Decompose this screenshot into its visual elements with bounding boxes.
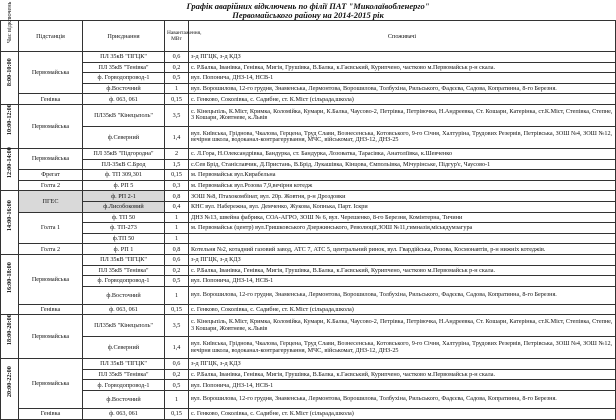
- time-slot: 20:00-22:00: [1, 359, 19, 419]
- consumers-cell: КНС вул. Набережна, вул. Демченко, Жукова, Копнька, Парт. Іскри: [189, 201, 616, 212]
- load-cell: 0,6: [165, 254, 189, 265]
- load-cell: 0,8: [165, 244, 189, 255]
- consumers-cell: с. Р.Балка, Іванівка, Генівка, Мигія, Грушівка, В.Балка, к.Гаєвський, Курипчено, частково м.Первомайськ р-н скала.: [189, 265, 616, 276]
- load-cell: 0,4: [165, 201, 189, 212]
- table-row: [1, 201, 616, 212]
- connection-cell: ПЛ 35кВ "ПГЦК": [83, 254, 165, 265]
- substation-cell: Первомайська: [19, 104, 83, 148]
- load-cell: 0,15: [165, 94, 189, 105]
- table-row: [1, 233, 616, 244]
- load-cell: 0,5: [165, 73, 189, 84]
- connection-cell: ф. Горводопровод-1: [83, 73, 165, 84]
- table-row: [1, 286, 616, 304]
- load-cell: 1,5: [165, 159, 189, 170]
- connection-cell: ф. Горводопровод-1: [83, 276, 165, 287]
- connection-cell: ф.Северний: [83, 337, 165, 359]
- table-row: [1, 391, 616, 409]
- load-cell: 0,8: [165, 191, 189, 202]
- time-slot: 12:00-14:00: [1, 148, 19, 190]
- connection-cell: ф. ТП 50: [83, 212, 165, 223]
- table-row: [1, 254, 616, 265]
- load-cell: 1: [165, 391, 189, 409]
- consumers-cell: с. Генково, Соколівка, с. Садибне, ст. К.Міст (сільрада,школа): [189, 409, 616, 420]
- load-cell: 3,5: [165, 315, 189, 337]
- connection-cell: ф.Восточний: [83, 286, 165, 304]
- consumers-cell: з-д ПГЦК, з-д КДЗ: [189, 359, 616, 370]
- column-header-consumers: Споживачі: [189, 21, 616, 52]
- load-cell: 1: [165, 233, 189, 244]
- consumers-cell: с. Кінецьпіль, К.Міст, Кримка, Коломійка, Кумари, К.Балка, Чаусово-2, Петрівка, Петрівочка, Н.Андреевка, Ст. Кошари, Катерінка, ст.К.Міст, Степівка, Степне, 3 Кошари, Жовтневе, к.Львів: [189, 104, 616, 126]
- table-header-row: [1, 21, 616, 52]
- table-row: [1, 148, 616, 159]
- consumers-cell: ЗОШ №8, Птахокомбінат, вул. 20р. Жовтня, р-н Дроздовки: [189, 191, 616, 202]
- substation-cell: Голта 1: [19, 212, 83, 244]
- table-row: [1, 244, 616, 255]
- document-subtitle: Первомайського району на 2014-2015 рік: [232, 10, 384, 20]
- consumers-cell: с. Генково, Соколівка, с. Садибне, ст. К.Міст (сільрада,школа): [189, 304, 616, 315]
- load-cell: 1: [165, 286, 189, 304]
- table-row: [1, 380, 616, 391]
- consumers-cell: с. Л.Гора, Н.Олександрівка, Бандурка, ст. Бандурка, Лозоватка, Тарасівка, Анатоліївка, к.Шевченко: [189, 148, 616, 159]
- load-cell: 0,2: [165, 62, 189, 73]
- connection-cell: ф.Северний: [83, 126, 165, 148]
- table-row: [1, 170, 616, 181]
- table-row: [1, 83, 616, 94]
- connection-cell: ф. Горводопровод-1: [83, 380, 165, 391]
- load-cell: 0,3: [165, 180, 189, 191]
- connection-cell: ф. 063, 061: [83, 304, 165, 315]
- substation-cell: Генівка: [19, 409, 83, 420]
- consumers-cell: вул. Київська, Гріднова, Чкалова, Герцена, Труд Слави, Вознесенська, Котовського, 9-го Січня, Халтуріна, Трудових Резервів, Петрівська, ЗОШ №4, ЗОШ №12, вечірня школа, водоканал-контрагерування, МЧС, військомат, ДНЗ-12, ДНЗ-25: [189, 337, 616, 359]
- table-row: [1, 94, 616, 105]
- document-title: Графік аварійних відключень по філії ПАТ "Миколаївобленерго": [186, 1, 430, 11]
- table-row: [1, 337, 616, 359]
- consumers-cell: вул. Попонича, ДНЗ-14, НСВ-1: [189, 73, 616, 84]
- connection-cell: ПЛ 35кВ "ПГЦК": [83, 52, 165, 63]
- table-row: [1, 276, 616, 287]
- load-cell: 0,15: [165, 170, 189, 181]
- column-header-substation: Підстанція: [19, 21, 83, 52]
- table-row: [1, 409, 616, 420]
- consumers-cell: з-д ПГЦК, з-д КДЗ: [189, 254, 616, 265]
- table-row: [1, 104, 616, 126]
- time-slot: 14:00-16:00: [1, 191, 19, 255]
- table-row: [1, 265, 616, 276]
- table-row: [1, 212, 616, 223]
- consumers-cell: вул. Ворошилова, 12-го грудня, Знаменська, Лермонтова, Ворошилова, Толбухіна, Рильського, Фадєєва, Садова, Копратинна, 8-го Березня.: [189, 391, 616, 409]
- substation-cell: Голта 2: [19, 244, 83, 255]
- table-row: [1, 304, 616, 315]
- connection-cell: ПЛ35кВ "Кінецьполь": [83, 315, 165, 337]
- consumers-cell: вул. Київська, Гріднова, Чкалова, Герцена, Труд Слави, Вознесенська, Котовського, 9-го Січня, Халтуріна, Трудових Резервів, Петрівська, ЗОШ №4, ЗОШ №12, вечірня школа, водоканал-контрагерування, МЧС, військомат, ДНЗ-12, ДНЗ-25: [189, 126, 616, 148]
- connection-cell: ф. ТП-273: [83, 223, 165, 234]
- load-cell: 0,6: [165, 359, 189, 370]
- connection-cell: ПЛ 35кВ "Тенівка": [83, 369, 165, 380]
- consumers-cell: вул. Попонича, ДНЗ-14, НСВ-1: [189, 276, 616, 287]
- table-row: [1, 359, 616, 370]
- load-cell: 0,2: [165, 265, 189, 276]
- connection-cell: ф.Лисобоковий: [83, 201, 165, 212]
- column-header-time: Час відключень: [1, 21, 19, 52]
- consumers-cell: м. Первомайськ (центр) вул.Гришковського Дзержинського, Революції,ЗОШ №11,гимназія,міськдумзагура: [189, 223, 616, 234]
- consumers-cell: с.Сев Брід, Станіславчик, Д.Пристань, В.Брід, Лукашівка, Кінцова, Ємпольівка, Мічурінське, Підгур'є, Чаусово-1: [189, 159, 616, 170]
- connection-cell: ПЛ 35кВ "Тенівка": [83, 265, 165, 276]
- substation-cell: Первомайська: [19, 315, 83, 359]
- consumers-cell: Котельня №2, котадний газовий завод, АТС 7, АТС 5, центральний ринок, вул. Гвардійська, Розова, Космонавтів, р-н нижніх котеджів.: [189, 244, 616, 255]
- substation-cell: Генівка: [19, 304, 83, 315]
- connection-cell: ф. ТП 309,301: [83, 170, 165, 181]
- load-cell: 1,4: [165, 126, 189, 148]
- table-row: [1, 126, 616, 148]
- time-slot: 10:00-12:00: [1, 104, 19, 148]
- connection-cell: ПЛ35кВ "Кінецьполь": [83, 104, 165, 126]
- consumers-cell: с. Р.Балка, Іванівка, Генівка, Мигія, Грушівка, В.Балка, к.Гаєвський, Курипчено, частково м.Первомайськ р-н скала.: [189, 369, 616, 380]
- consumers-cell: ДНЗ №13, швейна фабрика, СОА-АГРО, ЗОШ № 6, вул. Черешенко, 8-го Березня, Комінтерна, Тичини: [189, 212, 616, 223]
- load-cell: 0,15: [165, 409, 189, 420]
- load-cell: 0,15: [165, 304, 189, 315]
- load-cell: 3,5: [165, 104, 189, 126]
- table-row: [1, 52, 616, 63]
- consumers-cell: с. Р.Балка, Іванівка, Генівка, Мигія, Грушівка, В.Балка, к.Гаєвський, Курипчено, частково м.Первомайськ р-н скала.: [189, 62, 616, 73]
- consumers-cell: [189, 233, 616, 244]
- table-row: [1, 315, 616, 337]
- connection-cell: ф.ТП 50: [83, 233, 165, 244]
- column-header-load: Навантаження, МВт: [165, 21, 189, 52]
- time-slot: 8:00-10:00: [1, 52, 19, 105]
- substation-cell: Первомайська: [19, 148, 83, 169]
- load-cell: 0,6: [165, 52, 189, 63]
- table-row: [1, 62, 616, 73]
- substation-cell: ПГЕС: [19, 191, 83, 212]
- table-row: [1, 191, 616, 202]
- load-cell: 1: [165, 212, 189, 223]
- substation-cell: Фрегат: [19, 170, 83, 181]
- substation-cell: Голта 2: [19, 180, 83, 191]
- connection-cell: ф. РП 1: [83, 244, 165, 255]
- consumers-cell: вул. Ворошилова, 12-го грудня, Знаменська, Лермонтова, Ворошилова, Толбухіна, Рильського, Фадєєва, Садова, Копратинна, 8-го Березня.: [189, 286, 616, 304]
- time-slot: 18:00-20:00: [1, 315, 19, 359]
- consumers-cell: с. Генково, Соколівка, с. Садибне, ст. К.Міст (сільрада,школа): [189, 94, 616, 105]
- load-cell: 0,2: [165, 369, 189, 380]
- consumers-cell: з-д ПГЦК, з-д КДЗ: [189, 52, 616, 63]
- time-slot: 16:00-18:00: [1, 254, 19, 314]
- load-cell: 0,5: [165, 380, 189, 391]
- substation-cell: Генівка: [19, 94, 83, 105]
- load-cell: 1,4: [165, 337, 189, 359]
- connection-cell: ПЛ 35кВ "ПГЦК": [83, 359, 165, 370]
- load-cell: 2: [165, 148, 189, 159]
- connection-cell: ф.Восточний: [83, 83, 165, 94]
- load-cell: 1: [165, 223, 189, 234]
- substation-cell: Первомайська: [19, 254, 83, 304]
- consumers-cell: с. Кінецьпіль, К.Міст, Кримка, Коломійка, Кумари, К.Балка, Чаусово-2, Петрівка, Петрівочка, Н.Андреевка, Ст. Кошари, Катерінка, ст.К.Міст, Степівка, Степне, 3 Кошари, Жовтневе, к.Львів: [189, 315, 616, 337]
- consumers-cell: вул. Ворошилова, 12-го грудня, Знаменська, Лермонтова, Ворошилова, Толбухіна, Рильського, Фадєєва, Садова, Копратинна, 8-го Березня.: [189, 83, 616, 94]
- table-row: [1, 180, 616, 191]
- table-row: [1, 159, 616, 170]
- connection-cell: ф. РП 2-1: [83, 191, 165, 202]
- consumers-cell: м. Первомайськ вул.Розова 7,9,вечірня котедж: [189, 180, 616, 191]
- column-header-connection: Приєднання: [83, 21, 165, 52]
- load-cell: 0,5: [165, 276, 189, 287]
- consumers-cell: вул. Попонича, ДНЗ-14, НСВ-1: [189, 380, 616, 391]
- connection-cell: ф. РП 5: [83, 180, 165, 191]
- table-row: [1, 369, 616, 380]
- connection-cell: ПЛ 35кВ "Тенівка": [83, 62, 165, 73]
- connection-cell: ф. 063, 061: [83, 409, 165, 420]
- substation-cell: Первомайська: [19, 52, 83, 94]
- substation-cell: Первомайська: [19, 359, 83, 409]
- connection-cell: ф. 063, 061: [83, 94, 165, 105]
- connection-cell: ф.Восточний: [83, 391, 165, 409]
- connection-cell: ПЛ 35кВ "Підгородна": [83, 148, 165, 159]
- load-cell: 1: [165, 83, 189, 94]
- table-row: [1, 223, 616, 234]
- consumers-cell: м. Первомайськ вул.Кирабельна: [189, 170, 616, 181]
- connection-cell: ПЛ-35кВ С.Брод: [83, 159, 165, 170]
- table-row: [1, 73, 616, 84]
